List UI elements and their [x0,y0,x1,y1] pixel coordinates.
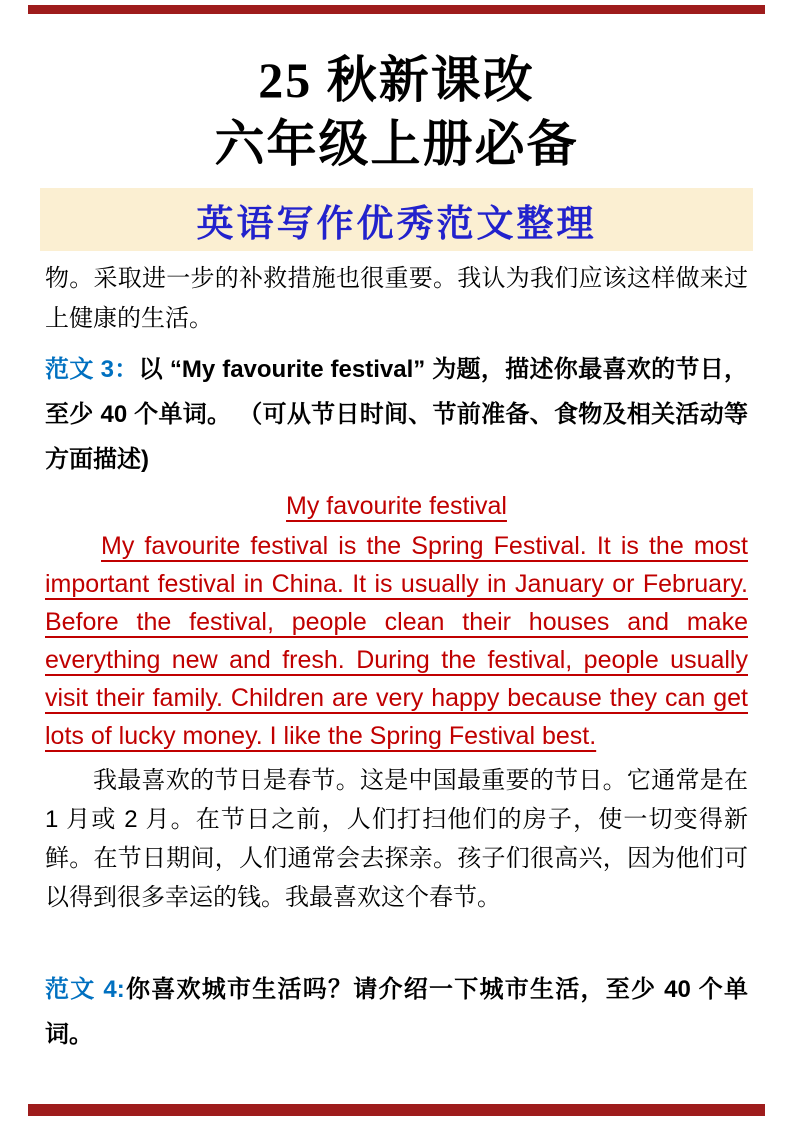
prompt3-label: 范文 3： [45,356,139,383]
page-title-line2: 六年级上册必备 [214,116,579,172]
essay-title: My favourite festival [286,492,507,520]
intro-continuation-paragraph: 物。采取进一步的补救措施也很重要。我认为我们应该这样做来过上健康的生活。 [45,265,748,332]
prompt4-label: 范文 4: [45,976,125,1003]
prompt4-text: 你喜欢城市生活吗？请介绍一下城市生活，至少 40 个单词。 [45,976,749,1048]
bottom-border-bar [28,1104,765,1116]
translation-paragraph: 我最喜欢的节日是春节。这是中国最重要的节日。它通常是在 1 月或 2 月。在节日之前，人们打扫他们的房子，使一切变得新鲜。在节日期间，人们通常会去探亲。孩子们很高兴，因为他们可以得到很多幸运的钱。我最喜欢这个春节。 [45,767,748,911]
prompt3-paragraph [45,347,748,482]
prompt3-text: 以 “My favourite festival” 为题，描述你最喜欢的节日，至少 40 个单词。 （可从节日时间、节前准备、食物及相关活动等方面描述) [45,356,749,473]
prompt4-paragraph [45,967,748,1057]
banner [40,188,753,251]
banner-title: 英语写作优秀范文整理 [196,203,597,245]
top-border-bar [28,5,765,14]
essay-body: My favourite festival is the Spring Festival. It is the most important festival in China. It is usually in January or February. Before the festival, people clean their houses and make everything new and fresh. During the festival, people usually visit their family. Children are very happy because they can get lots of lucky money. I like the Spring Festival best. [45,532,748,750]
page-title-line1: 25 秋新课改 [258,52,535,108]
